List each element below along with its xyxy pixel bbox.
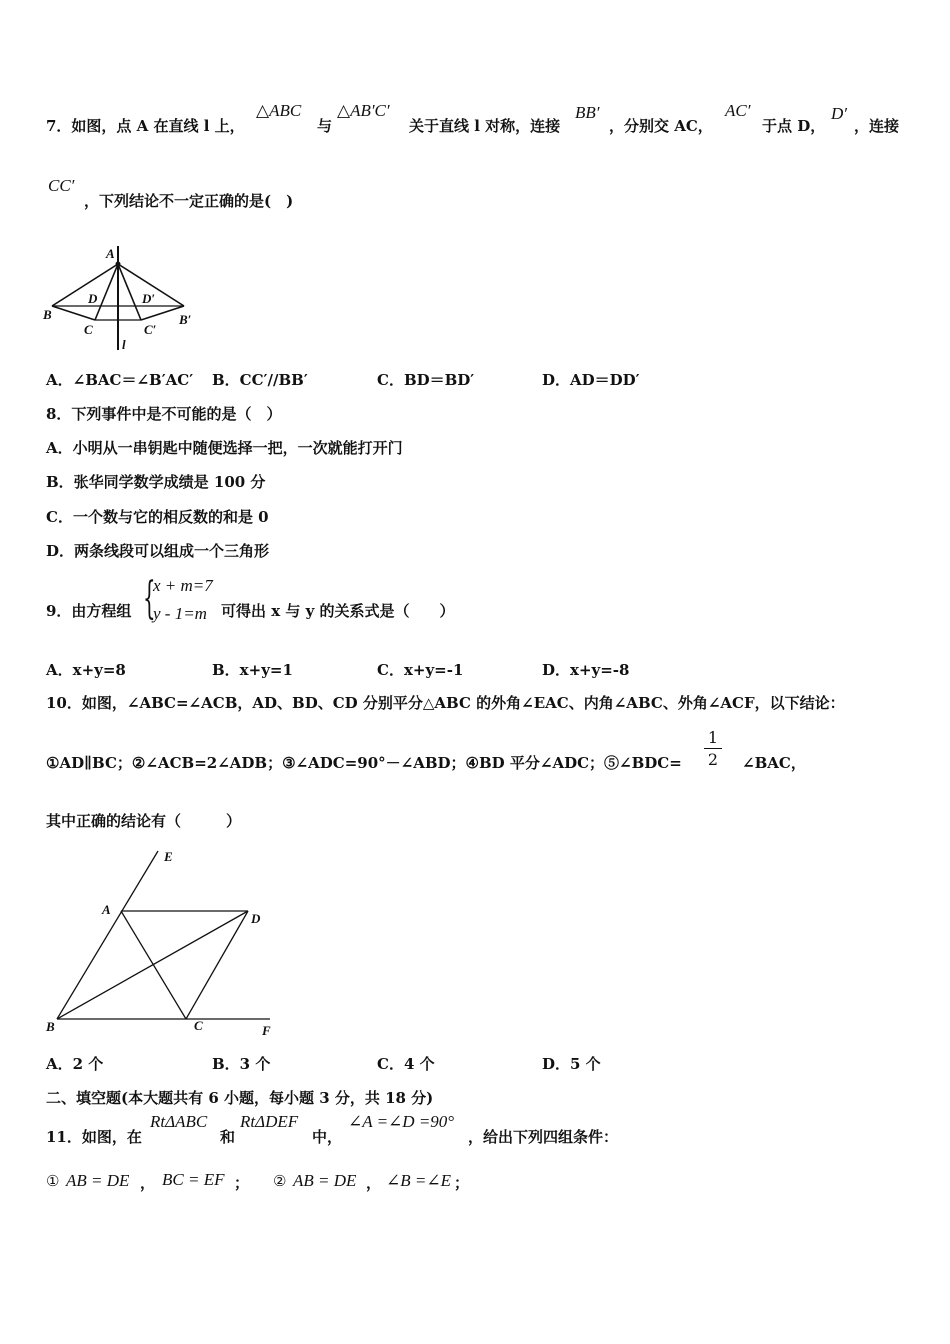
q10-option-a: A．2 个 [46, 1055, 104, 1073]
q8-stem: 8．下列事件中是不可能的是（ ） [46, 405, 282, 423]
q10-fig-label-e: E [164, 849, 173, 864]
q7-option-b: B．CC′//BB′ [212, 371, 308, 389]
q7-question: ，下列结论不一定正确的是( ) [84, 192, 294, 210]
q7-option-c: C．BD＝BD′ [377, 371, 475, 389]
q7-text-symmetric: 关于直线 l 对称，连接 [409, 117, 561, 135]
q10-figure [40, 845, 285, 1040]
q11-cond2-num: ② [273, 1172, 287, 1190]
section2-title: 二、填空题(本大题共有 6 小题，每小题 3 分，共 18 分) [46, 1089, 434, 1107]
q10-fig-label-f: F [262, 1023, 271, 1038]
q7-fig-label-a: A [106, 246, 115, 261]
q11-cond1-b: BC = EF [162, 1170, 225, 1189]
q11-math-rt-def: RtΔDEF [240, 1112, 299, 1131]
q11-t1: 11．如图，在 [46, 1128, 142, 1146]
q9-equation-system [143, 574, 223, 630]
q10-option-d: D．5 个 [542, 1055, 601, 1073]
q7-math-abc-prime: △AB′C′ [337, 101, 390, 120]
q9-eq2: y - 1=m [153, 604, 207, 623]
q7-fig-label-b: B [43, 307, 52, 322]
q7-math-cc: CC′ [48, 176, 75, 195]
q11-cond2-end: ； [454, 1174, 470, 1192]
q11-cond1-sep: ， [140, 1174, 156, 1192]
q7-fig-label-l: l [122, 337, 126, 352]
q11-t4: ，给出下列四组条件： [468, 1128, 619, 1146]
q9-option-b: B．x+y=1 [212, 661, 293, 679]
q7-math-ac: AC′ [725, 101, 751, 120]
q11-cond1-num: ① [46, 1172, 60, 1190]
q10-stem: 10．如图，∠ABC=∠ACB，AD、BD、CD 分别平分△ABC 的外角∠EAC、内角∠ABC、外角∠ACF，以下结论： [46, 694, 845, 712]
q7-text-intersect: ，分别交 AC， [609, 117, 713, 135]
q9-option-d: D．x+y=-8 [542, 661, 630, 679]
q7-math-abc: △ABC [256, 101, 302, 120]
q11-t3: 中， [312, 1128, 343, 1146]
q7-option-a: A．∠BAC＝∠B′AC′ [46, 371, 194, 389]
q7-figure [40, 240, 210, 355]
q10-ask: 其中正确的结论有（ ） [46, 812, 242, 830]
q7-text-point-d: 于点 D， [762, 117, 826, 135]
q7-fig-label-c-prime: C′ [144, 322, 157, 337]
q8-option-a: A．小明从一串钥匙中随便选择一把，一次就能打开门 [46, 439, 403, 457]
q11-cond2-sep: ， [366, 1174, 382, 1192]
q9-post: 可得出 x 与 y 的关系式是（ ） [221, 602, 455, 620]
q10-fraction-bar [704, 748, 722, 749]
q10-conclusions-text: ①AD∥BC；②∠ACB=2∠ADB；③∠ADC=90°－∠ABD；④BD 平分∠ADC；⑤∠BDC= [46, 754, 682, 772]
q10-option-c: C．4 个 [377, 1055, 435, 1073]
q10-fig-label-c: C [194, 1018, 203, 1033]
q10-option-b: B．3 个 [212, 1055, 271, 1073]
q9-eq1: x + m=7 [153, 576, 213, 595]
q10-fraction-num: 1 [707, 728, 719, 747]
q7-fig-label-b-prime: B′ [179, 312, 192, 327]
q11-math-angles: ∠A =∠D =90° [348, 1112, 455, 1131]
q7-text-connect: ，连接 [854, 117, 900, 135]
q9-pre: 9．由方程组 [46, 602, 132, 620]
q7-fig-label-d-prime: D′ [142, 291, 156, 306]
q10-fig-label-d: D [251, 911, 261, 926]
q11-t2: 和 [220, 1128, 236, 1146]
q11-cond1-end: ； [234, 1174, 250, 1192]
q7-math-bb: BB′ [575, 103, 600, 122]
q9-option-c: C．x+y=-1 [377, 661, 464, 679]
q7-math-d-prime: D′ [831, 104, 847, 123]
q7-fig-label-c: C [84, 322, 93, 337]
q10-conclusions-end: ∠BAC， [742, 754, 806, 772]
q11-cond2-b: ∠B =∠E [386, 1171, 451, 1190]
q9-brace: { [143, 573, 156, 624]
q10-fraction-den: 2 [707, 750, 719, 769]
q10-fraction [704, 728, 722, 769]
q9-option-a: A．x+y=8 [46, 661, 126, 679]
q8-option-b: B．张华同学数学成绩是 100 分 [46, 473, 266, 491]
q10-fig-label-b: B [46, 1019, 55, 1034]
q7-fig-label-d: D [88, 291, 98, 306]
q7-number: 7．如图，点 A 在直线 l 上， [46, 117, 245, 135]
q11-cond2-a: AB = DE [293, 1171, 357, 1190]
q10-fig-label-a: A [102, 902, 111, 917]
q7-option-d: D．AD＝DD′ [542, 371, 640, 389]
q7-text-and: 与 [317, 117, 333, 135]
q11-math-rt-abc: RtΔABC [150, 1112, 208, 1131]
q8-option-d: D．两条线段可以组成一个三角形 [46, 542, 270, 560]
q8-option-c: C．一个数与它的相反数的和是 0 [46, 508, 269, 526]
q11-cond1-a: AB = DE [66, 1171, 130, 1190]
